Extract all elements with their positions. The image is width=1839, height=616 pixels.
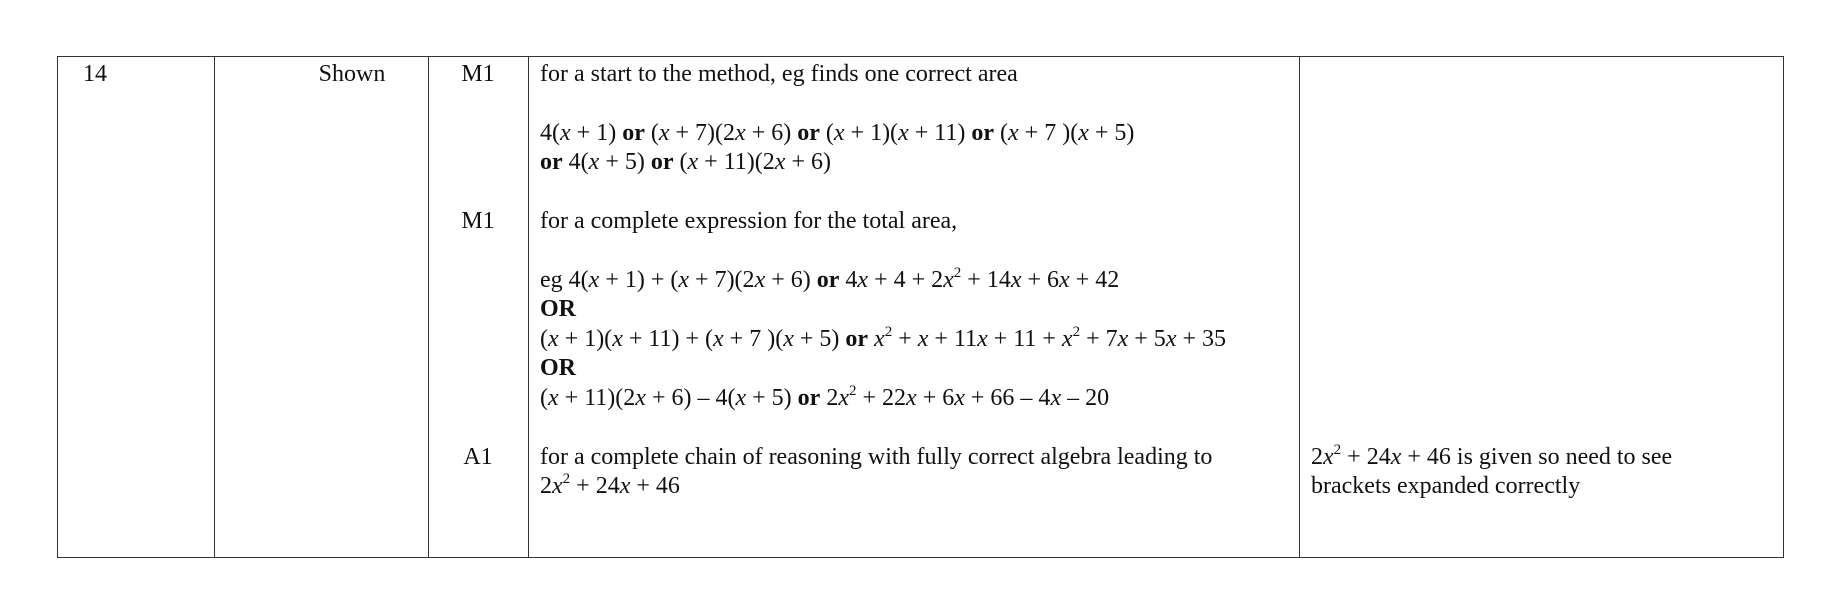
m1-total-area-note: for a complete expression for the total area,	[540, 208, 958, 234]
total-area-example-3: (x + 11)(2x + 6) – 4(x + 5) or $2x^2 + 22x + 6x + 66 - 4x - 20$	[540, 383, 1110, 411]
or-label: OR	[540, 355, 576, 381]
column-divider	[1299, 57, 1300, 557]
area-expressions-line-2: or 4(x + 5) or (x + 11)(2x + 6)	[540, 149, 831, 175]
or-label: OR	[540, 296, 576, 322]
mark-code-a1: A1	[463, 444, 493, 470]
additional-guidance-line-2: brackets expanded correctly	[1311, 473, 1581, 499]
a1-target-expression: $2x^2 + 24x + 46$	[540, 471, 680, 499]
total-area-example-2: (x + 1)(x + 11) + (x + 7 )(x + 5) or $x^2 + x + 11x + 11 + x^2 + 7x + 5x + 35$	[540, 324, 1227, 352]
a1-note: for a complete chain of reasoning with fully correct algebra leading to	[540, 444, 1213, 470]
additional-guidance-line-1: $2x^2 + 24x + 46$ is given so need to see	[1311, 442, 1673, 470]
mark-code-m1-first: M1	[461, 61, 495, 87]
area-expressions-line-1: 4(x + 1) or (x + 7)(2x + 6) or (x + 1)(x + 11) or (x + 7 )(x + 5)	[540, 120, 1135, 146]
column-divider	[428, 57, 429, 557]
m1-start-note: for a start to the method, eg finds one correct area	[540, 61, 1018, 87]
question-number: 14	[83, 61, 107, 87]
mark-code-m1-second: M1	[461, 208, 495, 234]
total-area-example-1: eg 4(x + 1) + (x + 7)(2x + 6) or $4x + 4 + 2x^2 + 14x + 6x + 42$	[540, 265, 1120, 293]
mark-scheme-table	[57, 56, 1784, 558]
column-divider	[214, 57, 215, 557]
column-divider	[528, 57, 529, 557]
answer: Shown	[318, 61, 386, 87]
